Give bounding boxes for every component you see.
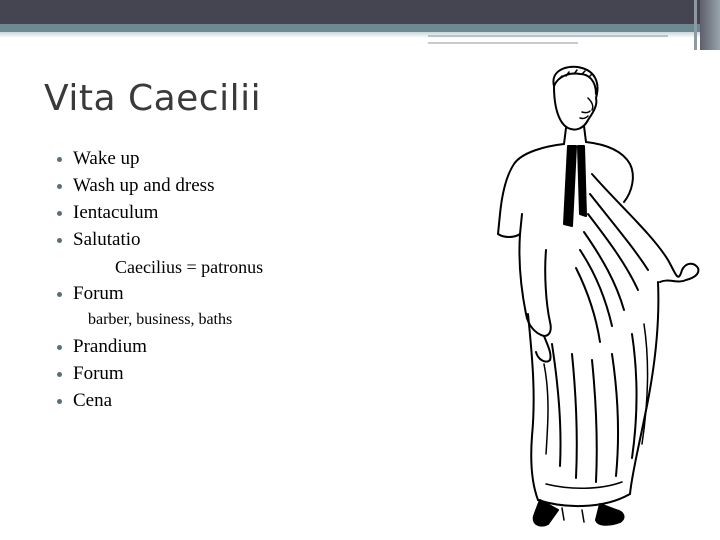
- bullet-dot: [57, 372, 62, 377]
- list-item: Forum: [73, 283, 124, 304]
- list-item: Wake up: [73, 148, 140, 169]
- list-item: Wash up and dress: [73, 175, 215, 196]
- list-item: Salutatio: [73, 229, 141, 250]
- roman-toga-figure-icon: [492, 64, 702, 530]
- sub-item: barber, business, baths: [88, 311, 233, 328]
- list-item: Forum: [73, 363, 124, 384]
- list-item: Ientaculum: [73, 202, 159, 223]
- slide-title: Vita Caecilii: [44, 78, 262, 119]
- header-corner-block: [700, 0, 720, 50]
- bullet-dot: [57, 238, 62, 243]
- bullet-dot: [57, 345, 62, 350]
- bullet-dot: [57, 292, 62, 297]
- list-item: Prandium: [73, 336, 147, 357]
- bullet-dot: [57, 184, 62, 189]
- list-item: Cena: [73, 390, 113, 411]
- bullet-dot: [57, 157, 62, 162]
- sub-item: Caecilius = patronus: [115, 257, 264, 277]
- header-corner-strip: [694, 0, 697, 50]
- bullet-dot: [57, 211, 62, 216]
- bullet-dot: [57, 399, 62, 404]
